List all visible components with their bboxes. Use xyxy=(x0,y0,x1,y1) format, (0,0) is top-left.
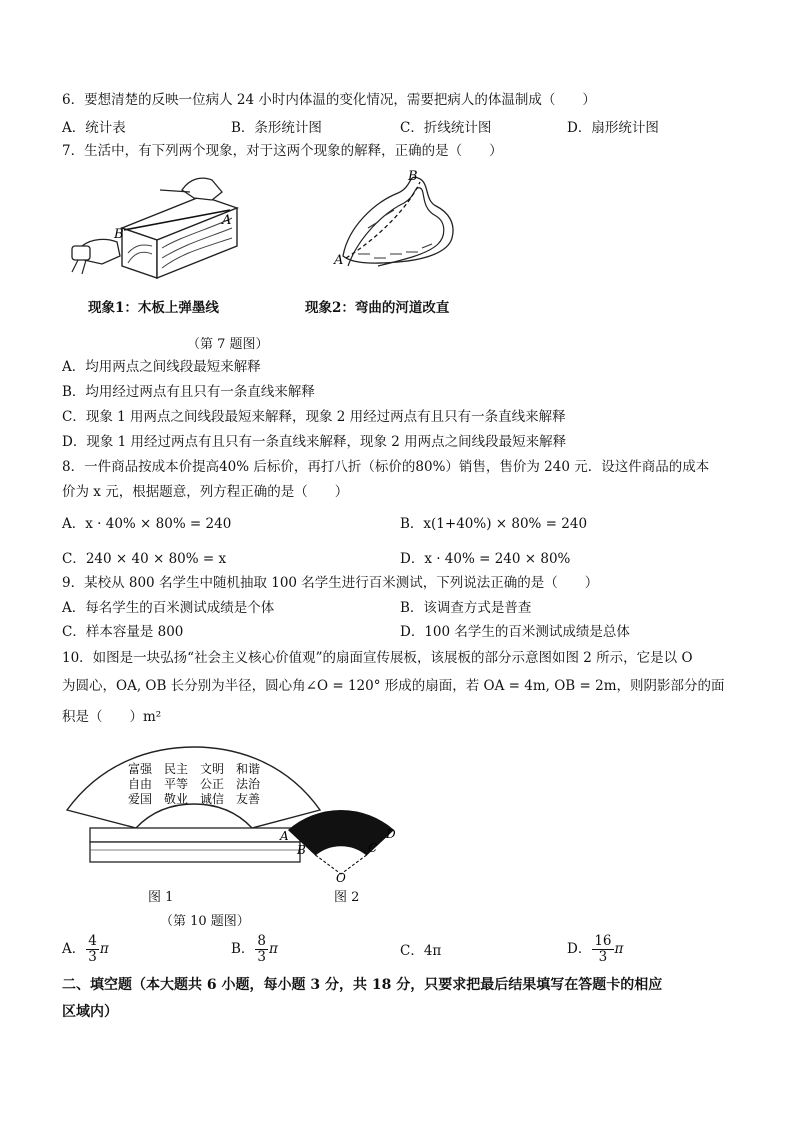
q8-stem-line1: 8．一件商品按成本价提高40% 后标价，再打八折（标价的80%）销售，售价为 240 元．设这件商品的成本 xyxy=(62,459,710,475)
q7-option-d: D．现象 1 用经过两点有且只有一条直线来解释，现象 2 用两点之间线段最短来解释 xyxy=(62,434,567,450)
q7-option-b: B．均用经过两点有且只有一条直线来解释 xyxy=(62,384,315,400)
q7-figure-wood-board xyxy=(62,168,307,303)
q9-option-d: D．100 名学生的百米测试成绩是总体 xyxy=(400,624,630,640)
fan-row-2: 自由 平等 公正 法治 xyxy=(127,777,261,791)
q9-option-c: C．样本容量是 800 xyxy=(62,624,184,640)
q7-fig1-label: 现象1：木板上弹墨线 xyxy=(88,300,219,316)
q6-option-c: C．折线统计图 xyxy=(400,120,492,136)
q7-figure-caption: （第 7 题图） xyxy=(187,337,269,352)
q6-stem: 6．要想清楚的反映一位病人 24 小时内体温的变化情况，需要把病人的体温制成（ ） xyxy=(62,92,596,108)
q10-figure-caption: （第 10 题图） xyxy=(160,914,250,929)
q7-point-b: B xyxy=(114,227,124,242)
section2-heading-line1: 二、填空题（本大题共 6 小题，每小题 3 分，共 18 分，只要求把最后结果填写在答题卡的相应 xyxy=(62,977,663,993)
fig2-point-a: A xyxy=(280,829,289,843)
q10-stem-line2: 为圆心，OA, OB 长分别为半径，圆心角∠O = 120° 形成的扇面，若 OA = 4m, OB = 2m，则阴影部分的面 xyxy=(62,678,725,694)
fig2-point-b: B xyxy=(297,843,306,857)
q6-option-a: A．统计表 xyxy=(62,120,126,136)
q6-option-b: B．条形统计图 xyxy=(231,120,322,136)
q8-option-c: C．240 × 40 × 80% = x xyxy=(62,551,227,567)
fig2-point-d: D xyxy=(386,827,396,841)
q7-option-a: A．均用两点之间线段最短来解释 xyxy=(62,359,261,375)
q7-river-point-a: A xyxy=(334,253,344,268)
fig2-point-c: C xyxy=(368,841,378,855)
q10-stem-line1: 10．如图是一块弘扬“社会主义核心价值观”的扇面宣传展板，该展板的部分示意图如图 2 所示，它是以 O xyxy=(62,650,693,666)
q10-option-d: D． $\frac{16}{3}$ π xyxy=(567,933,624,965)
fan-row-3: 爱国 敬业 诚信 友善 xyxy=(127,792,261,806)
q8-option-a: A．x · 40% × 80% = 240 xyxy=(62,516,232,532)
q8-option-d: D．x · 40% = 240 × 80% xyxy=(400,551,571,567)
q9-option-a: A．每名学生的百米测试成绩是个体 xyxy=(62,600,275,616)
q7-river-point-b: B xyxy=(408,169,418,184)
q7-figure-river xyxy=(328,168,468,273)
q10-fig2-label: 图 2 xyxy=(334,890,360,905)
q7-option-c: C．现象 1 用两点之间线段最短来解释，现象 2 用经过两点有且只有一条直线来解释 xyxy=(62,409,566,425)
q10-option-c: C．4π xyxy=(400,943,442,959)
q6-option-d: D．扇形统计图 xyxy=(567,120,659,136)
fan-row-1: 富强 民主 文明 和谐 xyxy=(127,762,261,776)
q9-stem: 9．某校从 800 名学生中随机抽取 100 名学生进行百米测试，下列说法正确的是（ ） xyxy=(62,575,599,591)
q10-fig1-label: 图 1 xyxy=(148,890,174,905)
q7-point-a: A xyxy=(222,213,232,228)
q8-option-b: B．x(1+40%) × 80% = 240 xyxy=(400,516,588,532)
section2-heading-line2: 区域内） xyxy=(62,1004,118,1020)
q10-option-a: A． $\frac{4}{3}$ π xyxy=(62,933,109,965)
q8-stem-line2: 价为 x 元，根据题意，列方程正确的是（ ） xyxy=(62,484,349,500)
q10-option-b: B． $\frac{8}{3}$ π xyxy=(231,933,278,965)
q10-stem-line3: 积是（ ）m² xyxy=(62,709,162,725)
fig2-point-o: O xyxy=(336,871,346,882)
q9-option-b: B．该调查方式是普查 xyxy=(400,600,532,616)
q7-fig2-label: 现象2：弯曲的河道改直 xyxy=(305,300,450,316)
q7-stem: 7．生活中，有下列两个现象，对于这两个现象的解释，正确的是（ ） xyxy=(62,143,503,159)
q10-figure2-annular-sector xyxy=(278,782,408,882)
